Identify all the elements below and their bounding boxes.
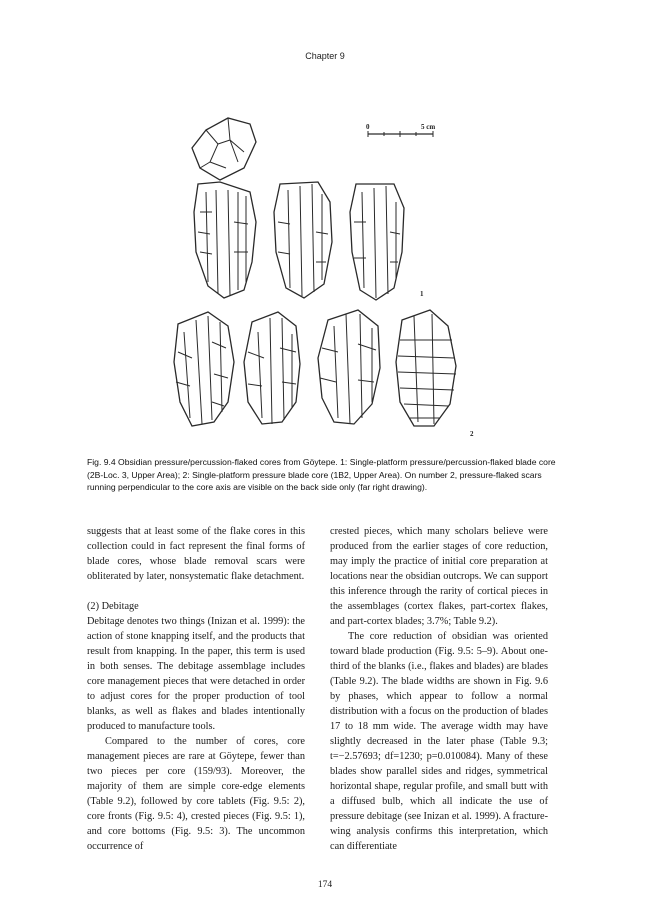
scale-label-start: 0 — [366, 123, 370, 131]
core-drawings-illustration — [168, 112, 488, 442]
page-number: 174 — [317, 880, 333, 890]
core-drawings-figure — [168, 112, 488, 442]
left-paragraph-3: Compared to the number of cores, core management pieces are rare at Göytepe, fewer than two pieces per core (159/93). Moreover, the majority of them are simple core-edge elements (Table 9.2), followed by core tablets (Fig. 9.5: 2), core fronts (Fig. 9.5: 4), crested pieces (Fig. 9.5: 1), and core bottoms (Fig. 9.5: 3). The uncommon occurrence of — [87, 736, 305, 852]
section-heading: (2) Debitage — [87, 601, 139, 612]
figure-caption: Fig. 9.4 Obsidian pressure/percussion-flaked cores from Göytepe. 1: Single-platform pressure/percussion-flaked blade core (2B-Loc. 3, Upper Area); 2: Single-platform pressure blade core (1B2, Upper Area). On number 2, pressure-flaked scars running perpendicular to the core axis are visible on the back side only (far right drawing). — [87, 457, 556, 492]
figure-number-1: 1 — [420, 290, 424, 298]
left-paragraph-1: suggests that at least some of the flake cores in this collection could in fact represent the final forms of blade cores, whose blade removal scars were obliterated by later, nonsystematic flake detachment. — [87, 526, 305, 582]
left-column — [87, 524, 305, 854]
core-1-platform-view — [192, 118, 256, 180]
right-column — [330, 524, 548, 854]
figure-number-2: 2 — [470, 430, 474, 438]
right-paragraph-1: crested pieces, which many scholars believe were produced from the earlier stages of core reduction, may imply the practice of initial core preparation at locations near the obsidian outcrops. We can support this inference through the rarity of cortical pieces in the assemblages (cortex flakes, part-cortex flakes, and part-cortex blades; 3.7%; Table 9.2). — [330, 526, 548, 627]
left-paragraph-2: Debitage denotes two things (Inizan et al. 1999): the action of stone knapping itself, and the products that result from knapping. In the paper, this term is used in both senses. The debitage assemblage includes core management pieces that were detached in order to adjust cores for the proper production of tool blanks, as well as flakes and blades intentionally produced to manufacture tools. — [87, 616, 305, 732]
right-paragraph-2: The core reduction of obsidian was oriented toward blade production (Fig. 9.5: 5–9). About one-third of the blanks (i.e., flakes and blades) are blades (Table 9.2). The blade widths are shown in Fig. 9.6 by phases, which appear to follow a normal distribution with a focus on the production of blades 17 to 18 mm wide. The average width may have slightly decreased in the later phase (Table 9.3; t=−2.57693; df=1230; p=0.010084). Many of these blades show parallel sides and ridges, symmetrical horizontal shape, regular profile, and small butt with a diffused bulb, which all indicate the use of pressure debitage (see Inizan et al. 1999). A fracture-wing analysis confirms this interpretation, which can differentiate — [330, 631, 548, 852]
core-2-views — [174, 310, 456, 426]
scale-label-end: 5 cm — [421, 123, 436, 131]
core-1-side-views — [194, 182, 404, 300]
scale-bar — [368, 131, 433, 137]
running-head: Chapter 9 — [305, 51, 345, 61]
